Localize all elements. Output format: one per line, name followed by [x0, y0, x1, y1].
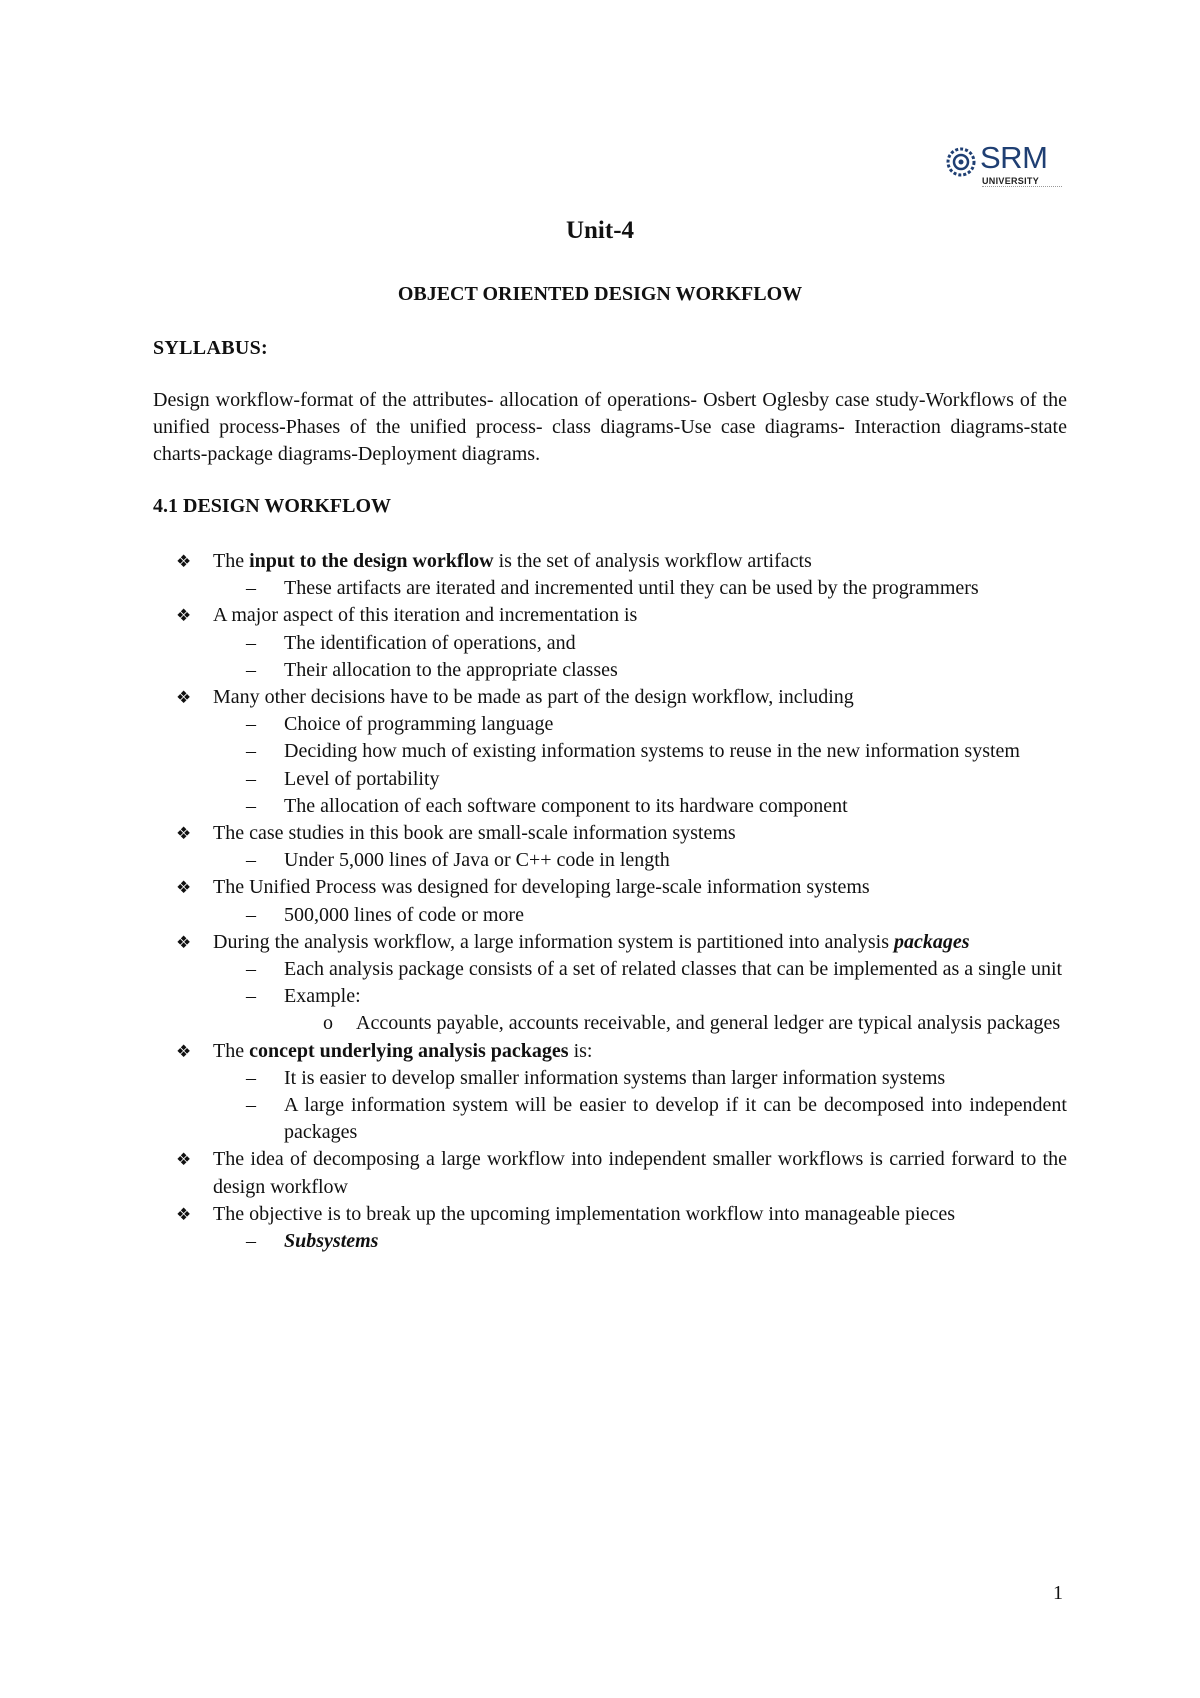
seal-icon: [946, 147, 976, 177]
diamond-bullet-icon: ❖: [176, 878, 192, 898]
dash-bullet-icon: –: [246, 767, 256, 790]
list-item: ❖ The objective is to break up the upcoming implementation workflow into manageable pieces: [153, 1201, 1067, 1228]
sub-list-item: – A large information system will be easier to develop if it can be decomposed into independent packages: [246, 1094, 1067, 1144]
list-item: ❖ The Unified Process was designed for developing large-scale information systems: [153, 874, 1067, 901]
diamond-bullet-icon: ❖: [176, 1204, 192, 1224]
dash-bullet-icon: –: [246, 903, 256, 926]
list-item: ❖ The idea of decomposing a large workflow into independent smaller workflows is carried forward to the design workflow: [176, 1148, 1067, 1198]
logo-tagline-rule: [982, 186, 1062, 191]
sub-sub-list-item: o Accounts payable, accounts receivable, and general ledger are typical analysis packages: [153, 1010, 1067, 1037]
dash-bullet-icon: –: [246, 1094, 256, 1117]
section-heading: 4.1 DESIGN WORKFLOW: [153, 495, 391, 517]
dash-bullet-icon: –: [246, 577, 256, 600]
emphasis-text: Subsystems: [284, 1230, 379, 1253]
logo-wordmark: SRM: [980, 140, 1048, 175]
dash-bullet-icon: –: [246, 849, 256, 872]
emphasis-text: concept underlying analysis packages: [249, 1039, 569, 1062]
sub-list-item: – Deciding how much of existing information systems to reuse in the new information system: [153, 738, 1067, 765]
circle-bullet-icon: o: [323, 1012, 333, 1035]
dash-bullet-icon: –: [246, 958, 256, 981]
syllabus-heading: SYLLABUS:: [153, 337, 268, 359]
page-number: 1: [1053, 1582, 1063, 1604]
bullet-list: [153, 548, 1067, 1255]
page-title: OBJECT ORIENTED DESIGN WORKFLOW: [397, 283, 803, 305]
sub-list-item: – The allocation of each software component to its hardware component: [153, 793, 1067, 820]
dash-bullet-icon: –: [246, 1066, 256, 1089]
sub-list-item: – It is easier to develop smaller information systems than larger information systems: [153, 1065, 1067, 1092]
list-item: ❖ A major aspect of this iteration and incrementation is: [153, 602, 1067, 629]
syllabus-text: Design workflow-format of the attributes- allocation of operations- Osbert Oglesby case study-Workflows of the unified process-Phases of the unified process- class diagrams-Use case diagrams- Interaction diagrams-state charts-package diagrams-Deployment diagrams.: [153, 389, 1067, 465]
list-item: ❖ During the analysis workflow, a large information system is partitioned into analysis packages: [153, 929, 1067, 956]
sub-list-item: – Their allocation to the appropriate classes: [153, 657, 1067, 684]
unit-title: Unit-4: [565, 217, 635, 244]
dash-bullet-icon: –: [246, 658, 256, 681]
sub-list-item: – Each analysis package consists of a set of related classes that can be implemented as a single unit: [153, 956, 1067, 983]
diamond-bullet-icon: ❖: [176, 1041, 192, 1061]
sub-list-item: [153, 1228, 1067, 1255]
sub-list-item: – Level of portability: [153, 766, 1067, 793]
diamond-bullet-icon: ❖: [176, 932, 192, 952]
emphasis-text: input to the design workflow: [249, 550, 494, 572]
sub-list-item: – Example:: [153, 983, 1067, 1010]
dash-bullet-icon: –: [246, 985, 256, 1008]
dash-bullet-icon: –: [246, 1230, 256, 1253]
logo-subtitle: UNIVERSITY: [982, 176, 1040, 186]
list-item: ❖ The input to the design workflow is the set of analysis workflow artifacts: [153, 548, 1067, 575]
list-item: ❖ The case studies in this book are small-scale information systems: [153, 820, 1067, 847]
sub-list-item: – 500,000 lines of code or more: [153, 902, 1067, 929]
sub-list-item: – Choice of programming language: [153, 711, 1067, 738]
sub-list-item: – These artifacts are iterated and incremented until they can be used by the programmers: [153, 575, 1067, 602]
diamond-bullet-icon: ❖: [176, 606, 192, 626]
list-item: ❖ The concept underlying analysis packages is:: [153, 1038, 1067, 1065]
dash-bullet-icon: –: [246, 713, 256, 736]
diamond-bullet-icon: ❖: [176, 824, 192, 844]
emphasis-text: packages: [894, 930, 970, 953]
sub-list-item: – The identification of operations, and: [153, 630, 1067, 657]
diamond-bullet-icon: ❖: [176, 688, 192, 708]
diamond-bullet-icon: ❖: [176, 1150, 192, 1170]
dash-bullet-icon: –: [246, 631, 256, 654]
university-logo: [946, 140, 1068, 193]
list-item: ❖ Many other decisions have to be made as part of the design workflow, including: [153, 684, 1067, 711]
diamond-bullet-icon: ❖: [176, 552, 192, 571]
sub-list-item: – Under 5,000 lines of Java or C++ code in length: [153, 847, 1067, 874]
dash-bullet-icon: –: [246, 740, 256, 763]
dash-bullet-icon: –: [246, 794, 256, 817]
